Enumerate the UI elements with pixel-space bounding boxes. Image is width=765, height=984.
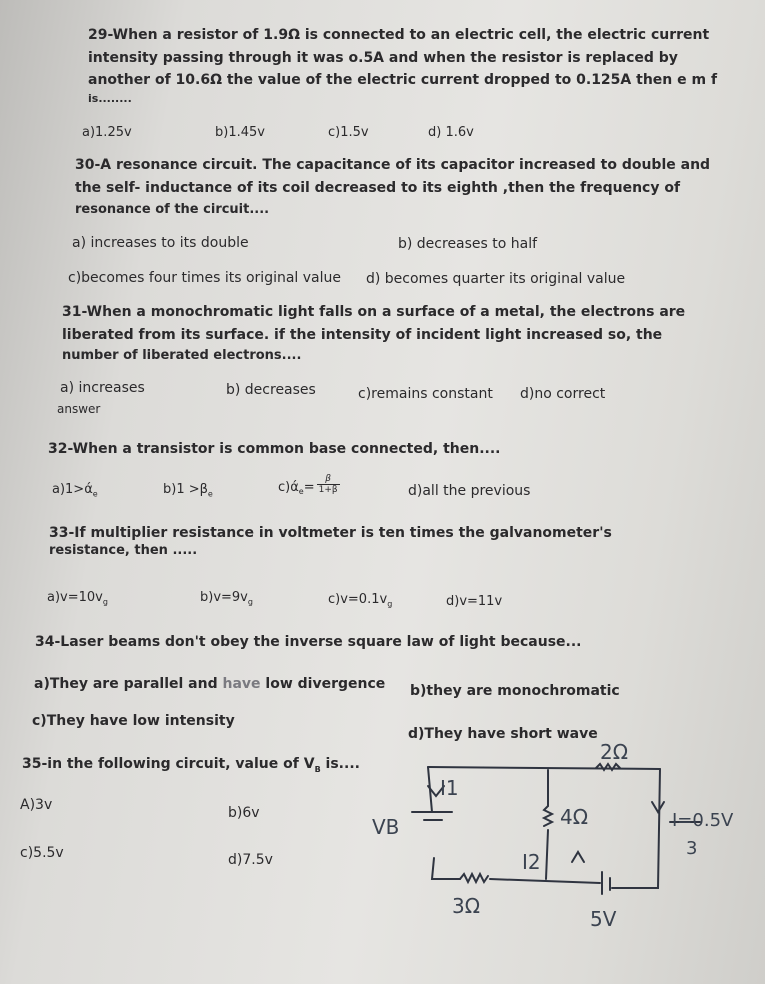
circuit-right-wire — [612, 769, 660, 888]
circuit-label-current: I=0.5V — [672, 810, 734, 831]
q29-line-2: intensity passing through it was o.5A and when the resistor is replaced by — [88, 50, 678, 66]
q29-option-d[interactable]: d) 1.6v — [428, 125, 474, 140]
q34-option-d[interactable]: d)They have short wave — [408, 726, 598, 742]
q32-option-a-text: a)1>ά — [52, 482, 93, 497]
q31-line-3: number of liberated electrons.... — [62, 348, 302, 363]
circuit-i2-arrow — [572, 852, 584, 862]
q32-option-d[interactable]: d)all the previous — [408, 483, 531, 499]
q30-line-1: 30-A resonance circuit. The capacitance of its capacitor increased to double and — [75, 157, 711, 173]
q32-option-c-text: c)ά — [278, 480, 299, 495]
q32-option-b-sub: e — [207, 489, 213, 499]
q29-line-1: 29-When a resistor of 1.9Ω is connected to an electric cell, the electric current — [88, 27, 710, 43]
q34-line-1: 34-Laser beams don't obey the inverse square law of light because... — [35, 634, 582, 650]
q35-option-a[interactable]: A)3v — [20, 797, 53, 813]
q35-line-text: 35-in the following circuit, value of V — [22, 756, 315, 772]
circuit-label-current-den: 3 — [686, 838, 698, 859]
q30-line-3: resonance of the circuit.... — [75, 202, 270, 217]
q31-option-d[interactable]: d)no correct — [520, 386, 606, 402]
q33-line-2: resistance, then ..... — [49, 543, 198, 558]
circuit-label-bottom-resistor: 3Ω — [452, 894, 481, 918]
q34-option-a-part3: low divergence — [265, 676, 386, 692]
q30-option-b[interactable]: b) decreases to half — [398, 236, 538, 252]
q35-line-end: is.... — [325, 756, 360, 772]
q31-line-1: 31-When a monochromatic light falls on a surface of a metal, the electrons are — [62, 304, 686, 320]
circuit-label-battery: 5V — [590, 907, 617, 931]
circuit-left-lower-wire — [432, 858, 460, 879]
q29-line-4: is........ — [88, 92, 132, 105]
q35-option-d[interactable]: d)7.5v — [228, 852, 273, 868]
circuit-middle-lower — [546, 830, 548, 879]
q33-option-b-sub: g — [247, 597, 253, 607]
q34-option-a-part2: have — [222, 676, 261, 692]
q31-option-d-cont: answer — [57, 402, 101, 416]
q31-option-c[interactable]: c)remains constant — [358, 386, 493, 402]
q32-fraction-den: 1+β — [318, 485, 338, 495]
circuit-bottom-wire — [490, 879, 600, 883]
q32-line-1: 32-When a transistor is common base connected, then.... — [48, 441, 501, 457]
circuit-top-wire — [428, 767, 660, 769]
q31-option-a[interactable]: a) increases — [60, 380, 145, 396]
q32-option-b-text: b)1 >β — [163, 482, 208, 497]
circuit-middle-resistor — [544, 806, 552, 826]
circuit-label-i2: I2 — [522, 850, 541, 874]
q33-option-c-text: c)v=0.1v — [328, 592, 388, 607]
q30-line-2: the self- inductance of its coil decreased to its eighth ,then the frequency of — [75, 180, 681, 196]
q33-option-a-sub: g — [102, 597, 108, 607]
q34-option-a-part1: a)They are parallel and — [34, 676, 218, 692]
q34-option-c[interactable]: c)They have low intensity — [32, 713, 235, 729]
q32-option-c-sub: e — [298, 487, 304, 496]
q32-option-c-eq: = — [303, 480, 315, 495]
q30-option-a[interactable]: a) increases to its double — [72, 235, 249, 251]
q34-option-b[interactable]: b)they are monochromatic — [410, 683, 620, 699]
q32-option-a-sub: e — [92, 489, 98, 499]
circuit-label-vb: VB — [372, 815, 400, 839]
q33-line-1: 33-If multiplier resistance in voltmeter is ten times the galvanometer's — [49, 525, 612, 541]
circuit-label-middle-resistor: 4Ω — [560, 805, 589, 829]
q35-option-c[interactable]: c)5.5v — [20, 845, 64, 861]
q33-option-b-text: b)v=9v — [200, 590, 248, 605]
q31-option-b[interactable]: b) decreases — [226, 382, 316, 398]
q35-vb-sub: B — [314, 764, 321, 774]
circuit-bottom-resistor — [460, 874, 488, 882]
circuit-label-i1: I1 — [440, 776, 459, 800]
circuit-i-arrow — [652, 802, 664, 812]
q33-option-a-text: a)v=10v — [47, 590, 103, 605]
q29-option-b[interactable]: b)1.45v — [215, 125, 265, 140]
q29-option-c[interactable]: c)1.5v — [328, 125, 369, 140]
q35-option-b[interactable]: b)6v — [228, 805, 260, 821]
q33-option-c-sub: g — [387, 599, 393, 609]
circuit-label-top-resistor: 2Ω — [600, 740, 629, 764]
q30-option-c[interactable]: c)becomes four times its original value — [68, 270, 342, 286]
q29-line-3: another of 10.6Ω the value of the electric current dropped to 0.125A then e m f — [88, 72, 718, 88]
q32-fraction-num: β — [325, 474, 331, 484]
q33-option-d[interactable]: d)v=11v — [446, 594, 503, 609]
q30-option-d[interactable]: d) becomes quarter its original value — [366, 271, 626, 287]
q31-line-2: liberated from its surface. if the intensity of incident light increased so, the — [62, 327, 663, 343]
q29-option-a[interactable]: a)1.25v — [82, 125, 132, 140]
